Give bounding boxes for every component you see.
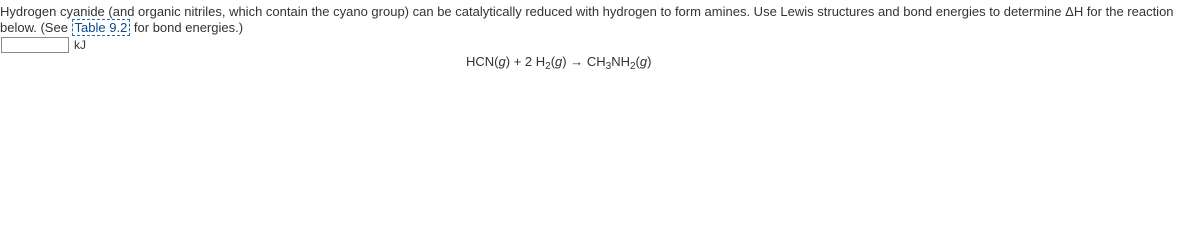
eq-product-ch: CH: [586, 54, 606, 69]
eq-ch-subscript: 3: [605, 61, 612, 72]
eq-h2-subscript: 2: [545, 61, 551, 72]
reaction-equation: [466, 54, 651, 70]
eq-product-phase: g: [639, 54, 648, 69]
eq-plus-h2: + 2 H: [510, 54, 546, 69]
answer-row: [1, 37, 86, 53]
eq-h2-phase: g: [555, 54, 563, 69]
question-panel: [0, 0, 1200, 76]
eq-hcn-close: ): [505, 54, 511, 69]
delta-h-input[interactable]: [1, 37, 69, 53]
unit-label: kJ: [74, 38, 86, 52]
question-text-start: Hydrogen cyanide (and organic nitriles, which contain the cyano group) can be catalytically reduced with hydrogen to form amines. Use Lewis structures and bond energies to determine ΔH for the reaction below. (See: [0, 4, 1174, 35]
eq-nh-subscript: 2: [629, 61, 636, 72]
table-9-2-link[interactable]: Table 9.2: [72, 19, 131, 36]
eq-reactant-hcn: HCN(: [466, 54, 499, 69]
question-text-end: for bond energies.): [130, 20, 244, 35]
eq-hcn-phase: g: [498, 54, 506, 69]
eq-h2-phase-open: (: [550, 54, 556, 69]
eq-product-phase-close: ): [647, 54, 652, 69]
eq-product-phase-open: (: [635, 54, 640, 69]
eq-h2-phase-close: ): [562, 54, 567, 69]
eq-product-nh: NH: [611, 54, 630, 69]
eq-arrow: →: [566, 54, 587, 69]
question-text: [0, 4, 1198, 36]
